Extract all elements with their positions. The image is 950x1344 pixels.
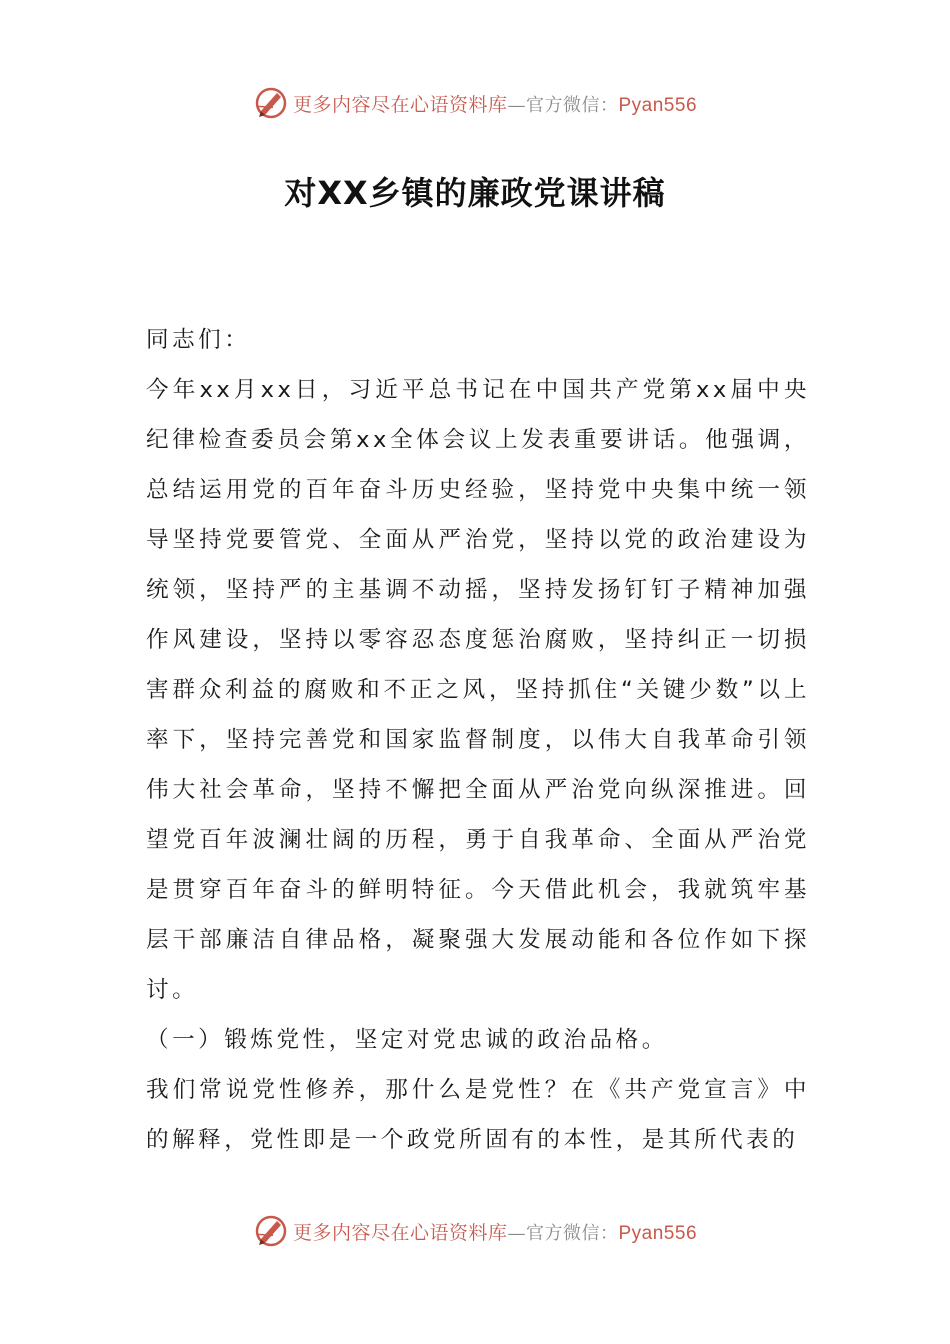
watermark-text [293,1218,697,1245]
body-paragraph: 今年xx月xx日，习近平总书记在中国共产党第xx届中央纪律检查委员会第xx全体会议上发表重要讲话。他强调，总结运用党的百年奋斗历史经验，坚持党中央集中统一领导坚持党要管党、全面从严治党，坚持以党的政治建设为统领，坚持严的主基调不动摇，坚持发扬钉钉子精神加强作风建设，坚持以零容忍态度惩治腐败，坚持纠正一切损害群众利益的腐败和不正之风，坚持抓住“关键少数”以上率下，坚持完善党和国家监督制度，以伟大自我革命引领伟大社会革命，坚持不懈把全面从严治党向纵深推进。回望党百年波澜壮阔的历程，勇于自我革命、全面从严治党是贯穿百年奋斗的鲜明特征。今天借此机会，我就筑牢基层干部廉洁自律品格，凝聚强大发展动能和各位作如下探讨。 [146,377,810,1003]
watermark-official-label: —官方微信： [507,94,619,116]
watermark-wechat-id: Pyan556 [618,94,698,116]
watermark-main-text: 更多内容尽在心语资料库 [292,93,508,116]
watermark-wechat-id: Pyan556 [618,1222,698,1244]
document-body [146,315,810,1165]
watermark-text [293,90,697,117]
document-title: 对XX乡镇的廉政党课讲稿 [284,174,666,212]
watermark-footer [0,1211,950,1251]
section-heading: （一）锻炼党性，坚定对党忠诚的政治品格。 [146,1027,668,1053]
salutation: 同志们： [146,327,251,353]
pen-logo-icon [253,1213,289,1249]
watermark-official-label: —官方微信： [507,1222,619,1244]
pen-logo-icon [253,85,289,121]
body-paragraph: 我们常说党性修养，那什么是党性？在《共产党宣言》中的解释，党性即是一个政党所固有的本性，是其所代表的 [146,1077,810,1153]
watermark-header [0,83,950,123]
watermark-main-text: 更多内容尽在心语资料库 [292,1221,508,1244]
